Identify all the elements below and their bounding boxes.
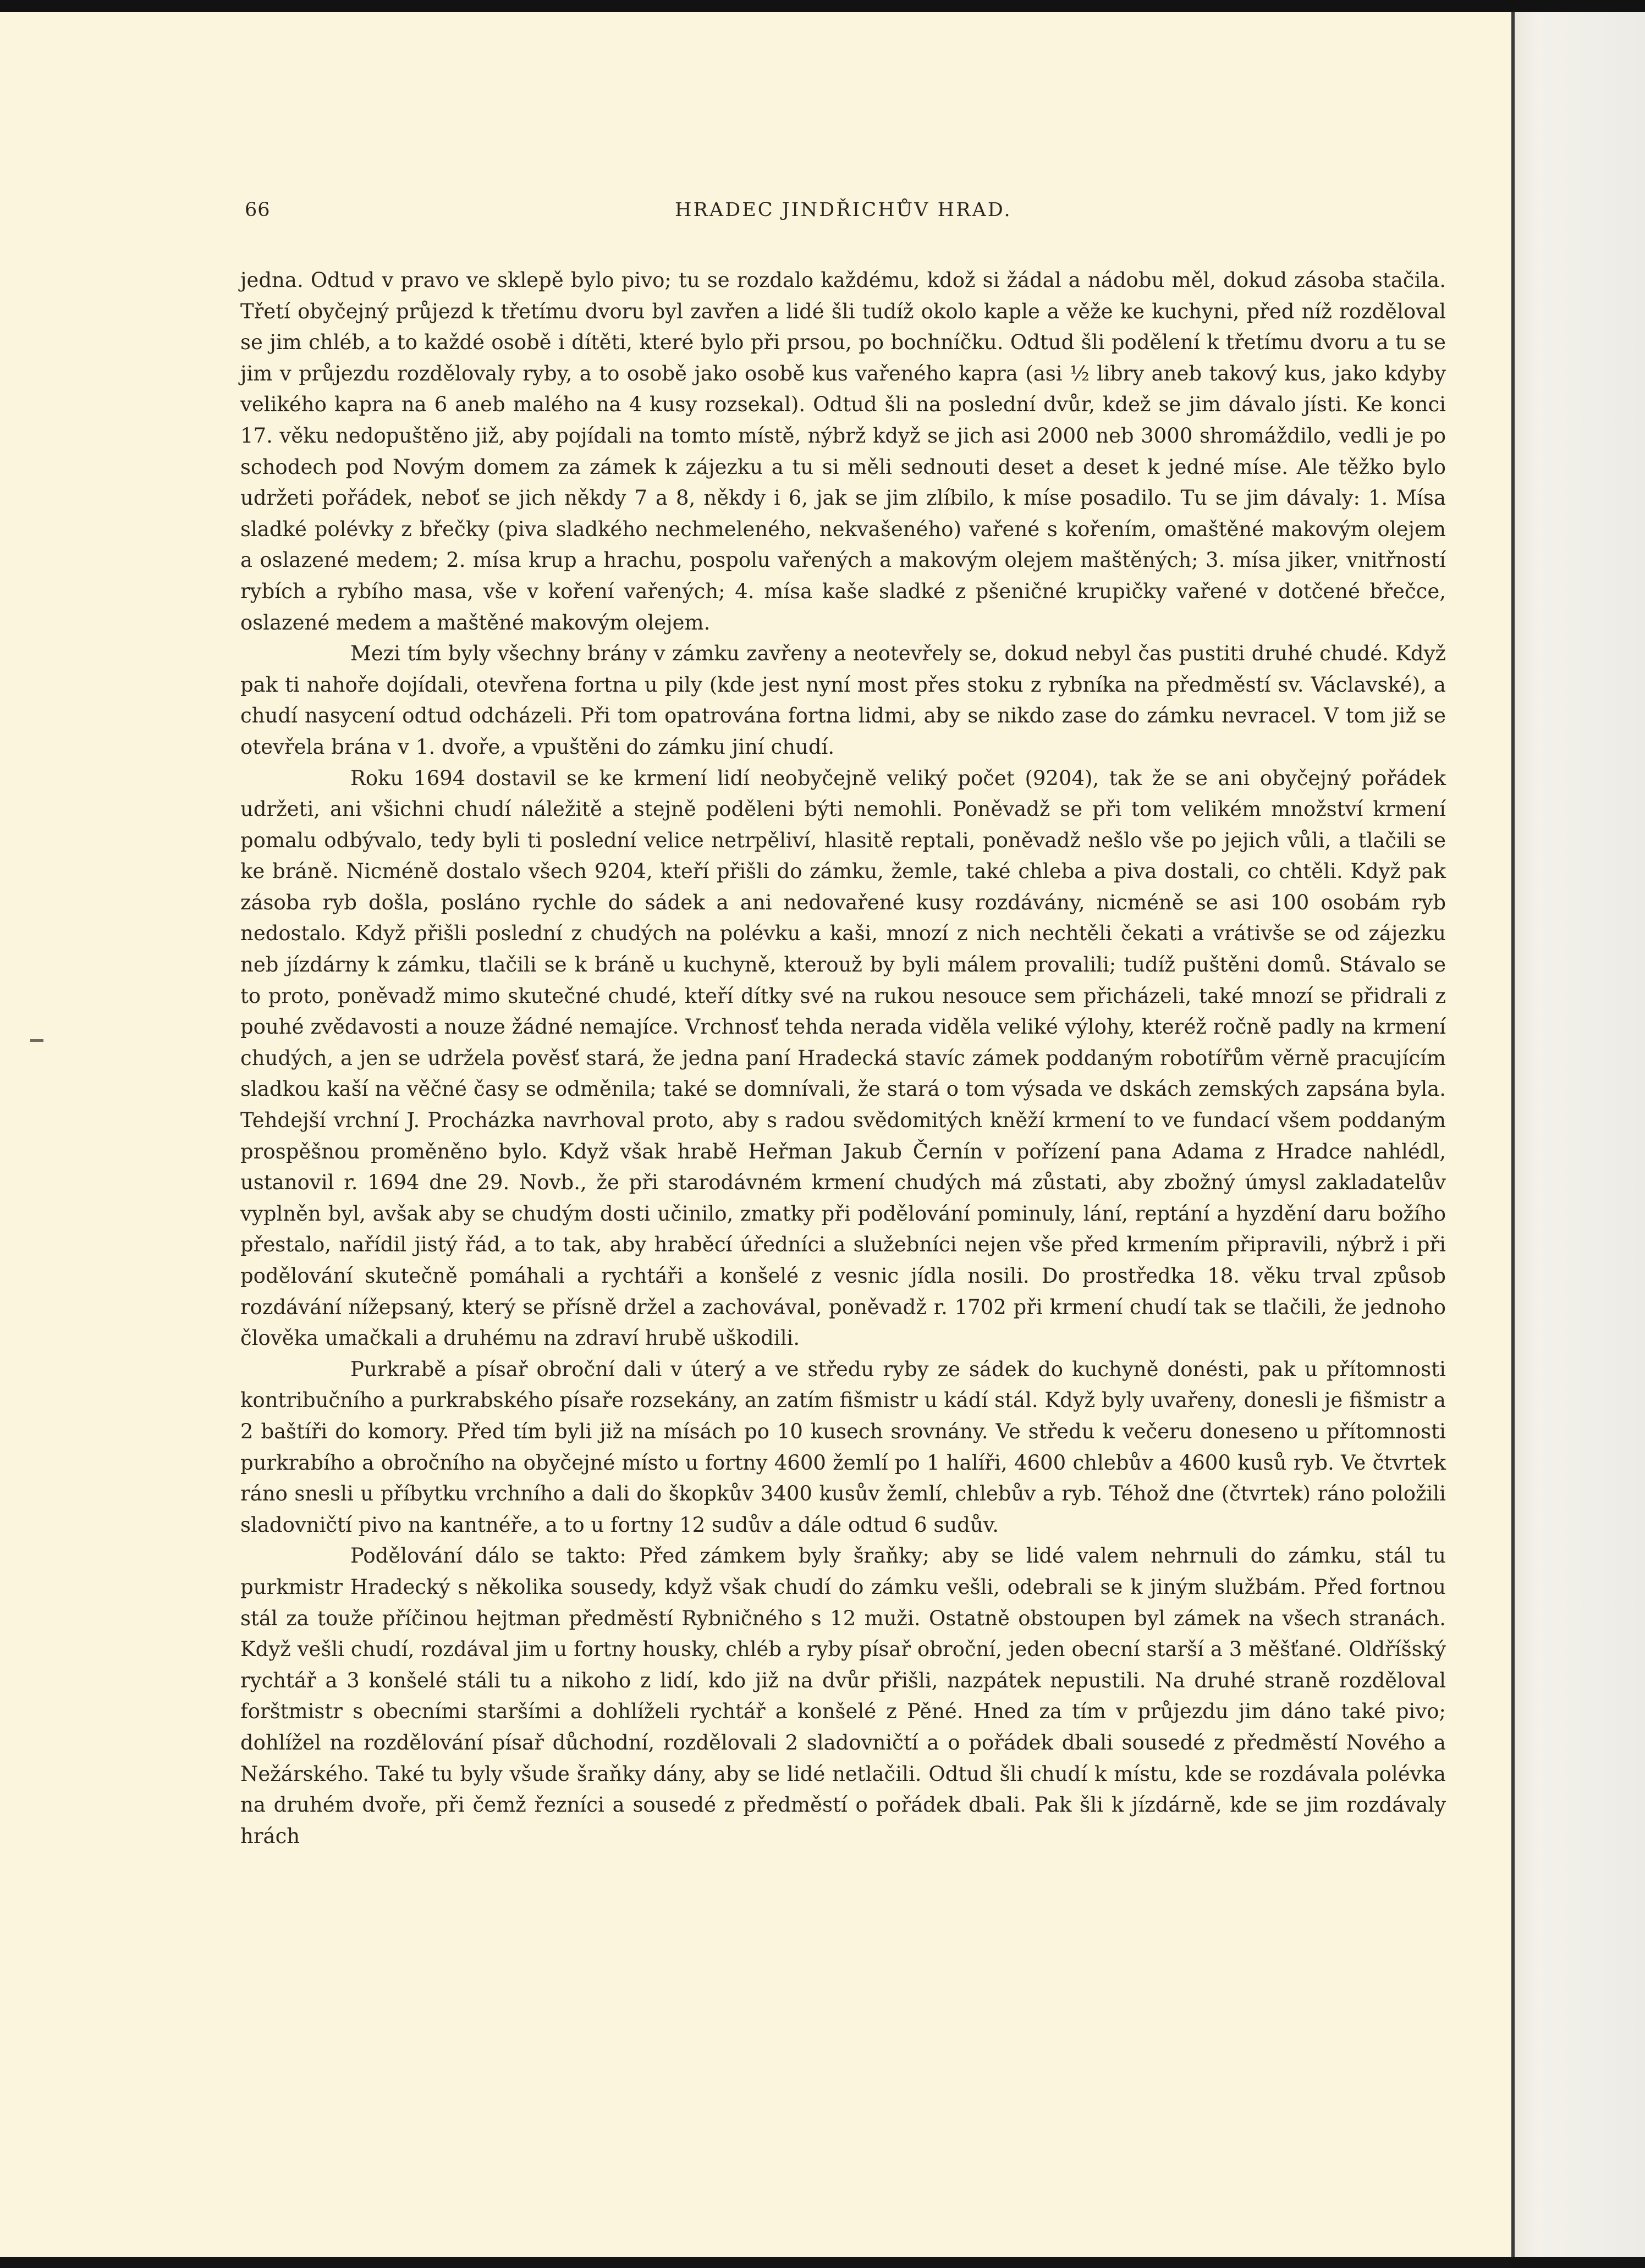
- paragraph-5: Podělování dálo se takto: Před zámkem byly šraňky; aby se lidé valem nehrnuli do zámku, stál tu purkmistr Hradecký s několika sousedy, když však chudí do zámku vešli, odebrali se k jiným službám. Před fortnou stál za touže příčinou hejtman předměstí Rybničného s 12 muži. Ostatně obstoupen byl zámek na všech stranách. Když vešli chudí, rozdával jim u fortny housky, chléb a ryby písař obroční, jeden obecní starší a 3 měšťané. Oldříšský rychtář a 3 konšelé stáli tu a nikoho z lidí, kdo již na dvůr přišli, nazpátek nepustili. Na druhé straně rozděloval forštmistr s obecními staršími a dohlíželi rychtář a konšelé z Pěné. Hned za tím v průjezdu jim dáno také pivo; dohlížel na rozdělování písař důchodní, rozdělovali 2 sladovničtí a o pořádek dbali sousedé z předměstí Nového a Nežárského. Také tu byly všude šraňky dány, aby se lidé netlačili. Odtud šli chudí k místu, kde se rozdávala polévka na druhém dvoře, při čemž řezníci a sousedé z předměstí o pořádek dbali. Pak šli k jízdárně, kde se jim rozdávaly hrách: [240, 1544, 1446, 1848]
- page-fold: [1511, 12, 1515, 2257]
- paragraph-3: Roku 1694 dostavil se ke krmení lidí neobyčejně veliký počet (9204), tak že se ani obyčejný pořádek udržeti, ani všichni chudí náležitě a stejně poděleni býti nemohli. Poněvadž se při tom velikém množství krmení pomalu odbývalo, tedy byli ti poslední velice netrpěliví, hlasitě reptali, poněvadž nešlo vše po jejich vůli, a tlačili se ke bráně. Nicméně dostalo všech 9204, kteří přišli do zámku, žemle, také chleba a piva dostali, co chtěli. Když pak zásoba ryb došla, posláno rychle do sádek a ani nedovařené kusy rozdávány, nicméně se asi 100 osobám ryb nedostalo. Když přišli poslední z chudých na polévku a kaši, mnozí z nich nechtěli čekati a vrátivše se od zájezku neb jízdárny k zámku, tlačili se k bráně u kuchyně, kterouž by byli málem provalili; tudíž puštěni domů. Stávalo se to proto, poněvadž mimo skutečné chudé, kteří dítky své na rukou nesouce sem přicházeli, také mnozí se přidrali z pouhé zvědavosti a nouze žádné nemajíce. Vrchnosť tehda nerada viděla veliké výlohy, kteréž ročně padly na krmení chudých, a jen se udržela pověsť stará, že jedna paní Hradecká stavíc zámek poddaným robotířům věrně pracujícím sladkou kaší na věčné časy se odměnila; také se domnívali, že stará o tom výsada ve dskách zemských zapsána byla. Tehdejší vrchní J. Procházka navrhoval proto, aby s radou svědomitých kněží krmení to ve fundací všem poddaným prospěšnou proměněno bylo. Když však hrabě Heřman Jakub Černín v pořízení pana Adama z Hradce nahlédl, ustanovil r. 1694 dne 29. Novb., že při starodávném krmení chudých má zůstati, aby zbožný úmysl zakladatelův vyplněn byl, avšak aby se chudým dosti učinilo, zmatky při podělování pominuly, lání, reptání a hyzdění daru božího přestalo, nařídil jistý řád, a to tak, aby hraběcí úředníci a služebníci nejen vše před krmením připravili, nýbrž i při podělování skutečně pomáhali a rychtáři a konšelé z vesnic jídla nosili. Do prostředka 18. věku trval způsob rozdávání nížepsaný, který se přísně držel a zachovával, poněvadž r. 1702 při krmení chudí tak se tlačili, že jednoho člověka umačkali a druhému na zdraví hrubě uškodili.: [240, 766, 1446, 1350]
- scan-bottom-border: [0, 2257, 1511, 2268]
- scan-top-border: [0, 0, 1645, 12]
- paragraph-1: jedna. Odtud v pravo ve sklepě bylo pivo; tu se rozdalo každému, kdož si žádal a nádobu měl, dokud zásoba stačila. Třetí obyčejný průjezd k třetímu dvoru byl zavřen a lidé šli tudíž okolo kaple a věže ke kuchyni, před níž rozděloval se jim chléb, a to každé osobě i dítěti, které bylo při prsou, po bochníčku. Odtud šli podělení k třetímu dvoru a tu se jim v průjezdu rozdělovaly ryby, a to osobě jako osobě kus vařeného kapra (asi ½ libry aneb takový kus, jako kdyby velikého kapra na 6 aneb malého na 4 kusy rozsekal). Odtud šli na poslední dvůr, kdež se jim dávalo jísti. Ke konci 17. věku nedopuštěno již, aby pojídali na tomto místě, nýbrž když se jich asi 2000 neb 3000 shromáždilo, vedli je po schodech pod Novým domem za zámek k zájezku a tu si měli sednouti deset a deset k jedné míse. Ale těžko bylo udržeti pořádek, neboť se jich někdy 7 a 8, někdy i 6, jak se jim zlíbilo, k míse posadilo. Tu se jim dávaly: 1. Mísa sladké polévky z břečky (piva sladkého nechmeleného, nekvašeného) vařené s kořením, omaštěné makovým olejem a oslazené medem; 2. mísa krup a hrachu, pospolu vařených a makovým olejem maštěných; 3. mísa jiker, vnitřností rybích a rybího masa, vše v koření vařených; 4. mísa kaše sladké z pšeničné krupičky vařené v dotčené břečce, oslazené medem a maštěné makovým olejem.: [240, 268, 1446, 634]
- paragraph-2: Mezi tím byly všechny brány v zámku zavřeny a neotevřely se, dokud nebyl čas pustiti druhé chudé. Když pak ti nahoře dojídali, otevřena fortna u pily (kde jest nyní most přes stoku z rybníka na předměstí sv. Václavské), a chudí nasycení odtud odcházeli. Při tom opatrována fortna lidmi, aby se nikdo zase do zámku nevracel. V tom již se otevřela brána v 1. dvoře, a vpuštěni do zámku jiní chudí.: [240, 642, 1446, 759]
- body-text: [240, 265, 1446, 1852]
- book-page: [0, 12, 1511, 2257]
- next-page-edge: [1511, 12, 1645, 2257]
- page-number: 66: [245, 199, 271, 221]
- margin-mark: [30, 1039, 43, 1042]
- page-header: [0, 199, 1511, 227]
- paragraph-4: Purkrabě a písař obroční dali v úterý a ve středu ryby ze sádek do kuchyně donésti, pak u přítomnosti kontribučního a purkrabského písaře rozsekány, an zatím fišmistr u kádí stál. Když byly uvařeny, donesli je fišmistr a 2 baštíři do komory. Před tím byli již na mísách po 10 kusech srovnány. Ve středu k večeru doneseno u přítomnosti purkrabího a obročního na obyčejné místo u fortny 4600 žemlí po 1 halíři, 4600 chlebův a 4600 kusů ryb. Ve čtvrtek ráno snesli u příbytku vrchního a dali do škopkův 3400 kusův žemlí, chlebův a ryb. Téhož dne (čtvrtek) ráno položili sladovničtí pivo na kantnéře, a to u fortny 12 sudův a dále odtud 6 sudův.: [240, 1357, 1446, 1537]
- running-head: HRADEC JINDŘICHŮV HRAD.: [675, 199, 1012, 221]
